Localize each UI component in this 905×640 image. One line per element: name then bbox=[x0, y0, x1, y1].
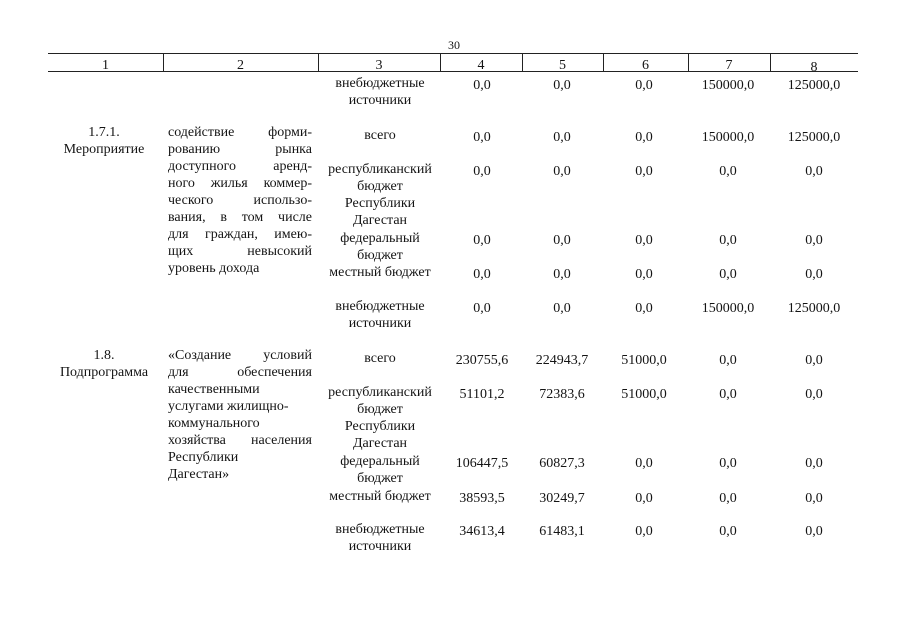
value-cell: 0,0 bbox=[635, 524, 653, 539]
description-line: услугами жилищно- bbox=[168, 399, 289, 414]
value-cell: 150000,0 bbox=[701, 130, 755, 145]
value-cell: 0,0 bbox=[553, 78, 571, 93]
description-line: хозяйства населения bbox=[168, 433, 312, 448]
value-cell: 230755,6 bbox=[455, 353, 509, 368]
value-cell: 125000,0 bbox=[787, 130, 841, 145]
value-cell: 0,0 bbox=[553, 301, 571, 316]
description-line: Республики bbox=[168, 450, 239, 465]
description-line: коммунального bbox=[168, 416, 260, 431]
description-line: содействие форми- bbox=[168, 125, 312, 140]
item-type: Мероприятие bbox=[63, 142, 145, 157]
value-cell: 0,0 bbox=[635, 130, 653, 145]
column-header-8: 8 bbox=[810, 60, 818, 75]
description-line: уровень дохода bbox=[168, 261, 260, 276]
page-number: 30 bbox=[448, 38, 460, 52]
value-cell: 0,0 bbox=[553, 233, 571, 248]
description-line: для обеспечения bbox=[168, 365, 312, 380]
column-header-4: 4 bbox=[477, 58, 485, 73]
value-cell: 0,0 bbox=[805, 524, 823, 539]
value-cell: 0,0 bbox=[805, 353, 823, 368]
description-line: ного жилья коммер- bbox=[168, 176, 312, 191]
source-cell: внебюджетные источники bbox=[335, 522, 425, 554]
value-cell: 0,0 bbox=[805, 267, 823, 282]
value-cell: 0,0 bbox=[553, 130, 571, 145]
description-line: вания, в том числе bbox=[168, 210, 312, 225]
value-cell: 125000,0 bbox=[787, 78, 841, 93]
value-cell: 150000,0 bbox=[701, 301, 755, 316]
value-cell: 125000,0 bbox=[787, 301, 841, 316]
value-cell: 106447,5 bbox=[455, 456, 509, 471]
item-description bbox=[168, 124, 312, 277]
column-header-2: 2 bbox=[237, 58, 244, 73]
description-line: «Создание условий bbox=[168, 348, 312, 363]
value-cell: 0,0 bbox=[719, 233, 737, 248]
header-top-rule bbox=[48, 53, 858, 54]
description-line: ческого использо- bbox=[168, 193, 312, 208]
value-cell: 0,0 bbox=[473, 233, 491, 248]
value-cell: 0,0 bbox=[719, 456, 737, 471]
value-cell: 0,0 bbox=[805, 456, 823, 471]
value-cell: 51000,0 bbox=[621, 387, 667, 402]
value-cell: 224943,7 bbox=[535, 353, 589, 368]
value-cell: 0,0 bbox=[719, 164, 737, 179]
description-line: Дагестан» bbox=[168, 467, 230, 482]
value-cell: 0,0 bbox=[635, 78, 653, 93]
value-cell: 51101,2 bbox=[459, 387, 505, 402]
source-cell: местный бюджет bbox=[329, 265, 431, 280]
value-cell: 61483,1 bbox=[539, 524, 585, 539]
value-cell: 34613,4 bbox=[459, 524, 505, 539]
source-cell: республиканский бюджет Республики Дагестан bbox=[328, 162, 432, 228]
value-cell: 0,0 bbox=[635, 267, 653, 282]
value-cell: 0,0 bbox=[635, 491, 653, 506]
value-cell: 72383,6 bbox=[539, 387, 585, 402]
value-cell: 0,0 bbox=[635, 233, 653, 248]
column-header-1: 1 bbox=[102, 58, 109, 73]
value-cell: 0,0 bbox=[473, 301, 491, 316]
value-cell: 0,0 bbox=[719, 267, 737, 282]
item-type: Подпрограмма bbox=[59, 365, 149, 380]
column-header-3: 3 bbox=[375, 58, 383, 73]
column-header-5: 5 bbox=[559, 58, 566, 73]
value-cell: 0,0 bbox=[805, 491, 823, 506]
value-cell: 0,0 bbox=[473, 164, 491, 179]
source-cell: федеральный бюджет bbox=[340, 454, 420, 486]
value-cell: 0,0 bbox=[719, 387, 737, 402]
value-cell: 150000,0 bbox=[701, 78, 755, 93]
value-cell: 51000,0 bbox=[621, 353, 667, 368]
value-cell: 0,0 bbox=[635, 456, 653, 471]
value-cell: 0,0 bbox=[553, 164, 571, 179]
column-header-6: 6 bbox=[642, 58, 649, 73]
description-line: качественными bbox=[168, 382, 260, 397]
value-cell: 0,0 bbox=[553, 267, 571, 282]
value-cell: 60827,3 bbox=[539, 456, 585, 471]
item-code: 1.7.1. bbox=[88, 125, 120, 140]
description-line: щих невысокий bbox=[168, 244, 312, 259]
value-cell: 0,0 bbox=[473, 267, 491, 282]
item-description bbox=[168, 347, 312, 483]
value-cell: 0,0 bbox=[473, 78, 491, 93]
description-line: для граждан, имею- bbox=[168, 227, 312, 242]
value-cell: 38593,5 bbox=[459, 491, 505, 506]
value-cell: 0,0 bbox=[805, 387, 823, 402]
value-cell: 0,0 bbox=[635, 164, 653, 179]
column-header-7: 7 bbox=[725, 58, 733, 73]
source-cell: внебюджетные источники bbox=[335, 299, 425, 331]
description-line: рованию рынка bbox=[168, 142, 312, 157]
value-cell: 0,0 bbox=[805, 233, 823, 248]
source-cell: республиканский бюджет Республики Дагестан bbox=[328, 385, 432, 451]
description-line: доступного аренд- bbox=[168, 159, 312, 174]
value-cell: 0,0 bbox=[719, 524, 737, 539]
value-cell: 0,0 bbox=[635, 301, 653, 316]
value-cell: 0,0 bbox=[719, 491, 737, 506]
item-code: 1.8. bbox=[93, 348, 115, 363]
value-cell: 0,0 bbox=[805, 164, 823, 179]
source-cell: местный бюджет bbox=[329, 489, 431, 504]
value-cell: 30249,7 bbox=[539, 491, 585, 506]
value-cell: 0,0 bbox=[719, 353, 737, 368]
value-cell: 0,0 bbox=[473, 130, 491, 145]
source-cell: всего bbox=[364, 128, 396, 143]
source-cell: федеральный бюджет bbox=[340, 231, 420, 263]
source-cell: внебюджетные источники bbox=[335, 76, 425, 108]
source-cell: всего bbox=[364, 351, 396, 366]
